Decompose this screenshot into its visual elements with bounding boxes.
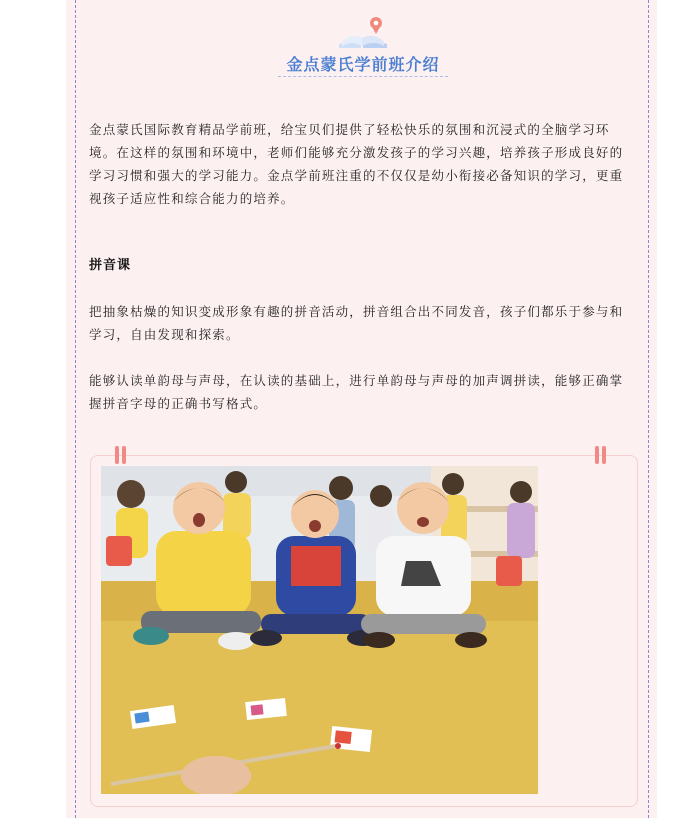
classroom-photo — [101, 466, 538, 794]
section-heading-pinyin: 拼音课 — [89, 258, 132, 273]
title-underline — [278, 76, 448, 77]
page-title: 金点蒙氏学前班介绍 — [286, 55, 440, 74]
pinyin-paragraph-2: 能够认读单韵母与声母，在认读的基础上，进行单韵母与声母的加声调拼读，能够正确掌握拼音字母的正确书写格式。 — [89, 373, 624, 411]
left-dashed-border — [75, 0, 76, 818]
clip-left-icon — [115, 446, 129, 464]
intro-paragraph: 金点蒙氏国际教育精品学前班，给宝贝们提供了轻松快乐的氛围和沉浸式的全脑学习环境。在这样的氛围和环境中，老师们能够充分激发孩子的学习兴趣，培养孩子形成良好的学习习惯和强大的学习能力。金点学前班注重的不仅仅是幼小衔接必备知识的学习，更重视孩子适应性和综合能力的培养。 — [89, 122, 624, 206]
pinyin-paragraph-1: 把抽象枯燥的知识变成形象有趣的拼音活动，拼音组合出不同发音，孩子们都乐于参与和学习，自由发现和探索。 — [89, 304, 624, 342]
clip-right-icon — [595, 446, 609, 464]
right-dashed-border — [648, 0, 649, 818]
book-pin-icon — [336, 14, 390, 50]
